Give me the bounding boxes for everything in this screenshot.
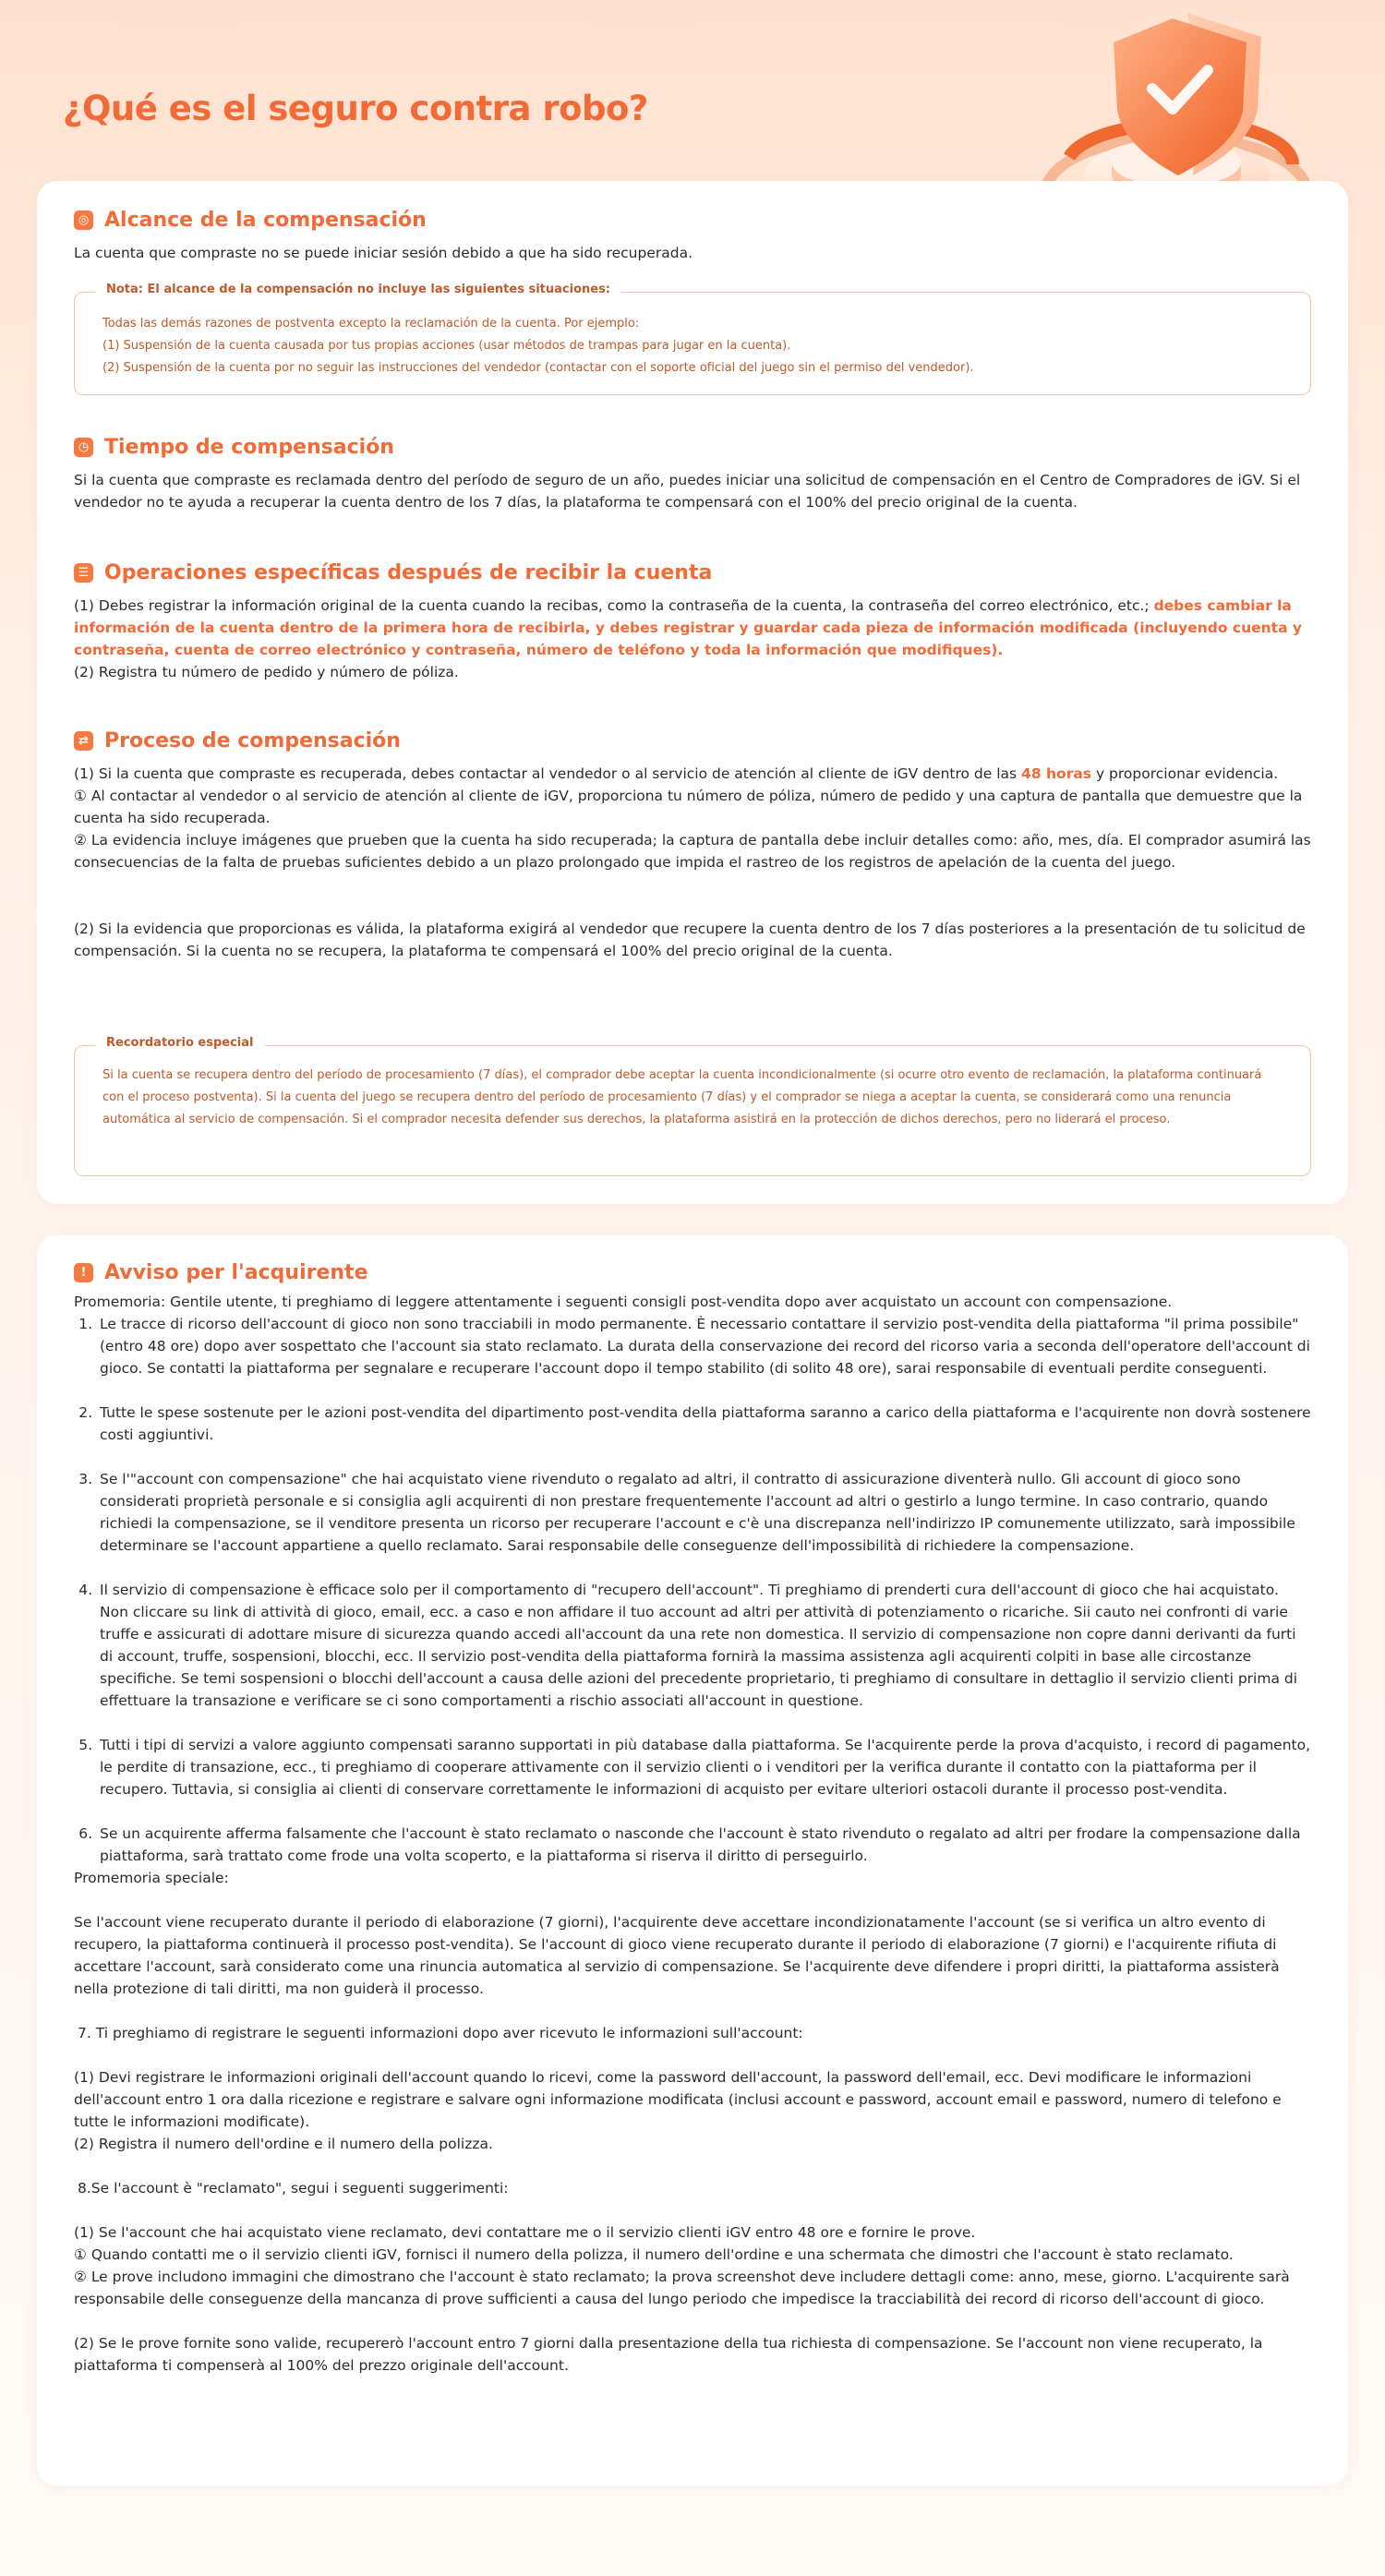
advice-section	[74, 1258, 1311, 2377]
insurance-info-card	[37, 181, 1348, 1204]
process-step-2: (2) Si la evidencia que proporcionas es válida, la plataforma exigirá al vendedor que recupere la cuenta dentro de los 7 días posteriores a la presentación de tu solicitud de compensación. Si la cuenta no se recupera, la plataforma te compensará el 100% del precio original de la cuenta.	[74, 921, 1306, 959]
advice-item-7-step-1: (1) Devi registrare le informazioni originali dell'account quando lo ricevi, come la password dell'account, la password dell'email, ecc. Devi modificare le informazioni dell'account entro 1 ora dalla ricezione e registrare e salvare ogni informazione modificata (inclusi account e password, account email e password, numero di telefono e tutte le informazioni modificate).	[74, 2069, 1282, 2130]
buyer-advice-card	[37, 1235, 1348, 2486]
advice-item	[74, 1823, 1311, 1867]
advice-item-number: 6.	[78, 1825, 92, 1842]
operations-step-2: (2) Registra tu número de pedido y número de póliza.	[74, 664, 459, 680]
operations-step-1-highlight: debes cambiar la información de la cuenta dentro de la primera hora de recibirla, y debes registrar y guardar cada pieza de información modificada (incluyendo cuenta y contraseña, cuenta de correo electrónico y contraseña, número de teléfono y toda la información que modifiques).	[74, 597, 1303, 658]
time-title: Tiempo de compensación	[104, 435, 394, 459]
special-reminder-text: Se l'account viene recuperato durante il periodo di elaborazione (7 giorni), l'acquirente deve accettare incondizionatamente l'account (se si verifica un altro evento di recupero, la piattaforma continuerà il processo post-vendita). Se l'account di gioco viene recuperato durante il periodo di elaborazione (7 giorni) e l'acquirente rifiuta di accettare l'account, sarà considerato come una rinuncia automatica al servizio di compensazione. Se l'acquirente deve difendere i propri diritti, la piattaforma assisterà nella protezione di tali diritti, ma non guiderà il processo.	[74, 1914, 1280, 1997]
coverage-note-line: (1) Suspensión de la cuenta causada por tus propias acciones (usar métodos de trampas para jugar en la cuenta).	[102, 339, 791, 353]
advice-item-text: Tutte le spese sostenute per le azioni post-vendita del dipartimento post-vendita della piattaforma saranno a carico della piattaforma e l'acquirente non dovrà sostenere costi aggiuntivi.	[100, 1404, 1311, 1443]
coverage-note-line: (2) Suspensión de la cuenta por no seguir las instrucciones del vendedor (contactar con el soporte oficial del juego sin el permiso del vendedor).	[102, 361, 974, 375]
coverage-text: La cuenta que compraste no se puede iniciar sesión debido a que ha sido recuperada.	[74, 245, 693, 261]
advice-item-number: 2.	[78, 1404, 92, 1421]
advice-item-text: Tutti i tipi di servizi a valore aggiunto compensati saranno supportati in più database dalla piattaforma. Se l'acquirente perde la prova d'acquisto, i record di pagamento, le perdite di transazione, ecc., ti preghiamo di cooperare attivamente con il servizio clienti o i venditori per la verifica durante il contatto con la piattaforma per il recupero. Tuttavia, si consiglia ai clienti di conservare correttamente le informazioni di acquisto per evitare ulteriori ostacoli durante il processo post-vendita.	[100, 1737, 1311, 1798]
advice-title: Avviso per l'acquirente	[104, 1260, 368, 1284]
reminder-text: Si la cuenta se recupera dentro del período de procesamiento (7 días), el comprador debe aceptar la cuenta incondicionalmente (si ocurre otro evento de reclamación, la plataforma continuará con el proceso postventa). Si la cuenta del juego se recupera dentro del período de procesamiento (7 días) y el comprador se niega a aceptar la cuenta, se considerará como una renuncia automática al servicio de compensación. Si el comprador necesita defender sus derechos, la plataforma asistirá en la protección de dichos derechos, pero no liderará el proceso.	[102, 1068, 1262, 1126]
coverage-note-line: Todas las demás razones de postventa excepto la reclamación de la cuenta. Por ejemplo:	[102, 317, 640, 331]
time-section	[74, 432, 1311, 513]
coverage-note-box	[74, 283, 1311, 395]
advice-item-8-step-1: (1) Se l'account che hai acquistato viene reclamato, devi contattare me o il servizio clienti iGV entro 48 ore e fornire le prove.	[74, 2224, 976, 2241]
advice-item-8-step-1-b: ② Le prove includono immagini che dimostrano che l'account è stato reclamato; la prova screenshot deve includere dettagli come: anno, mese, giorno. L'acquirente sarà responsabile delle conseguenze della mancanza di prove sufficienti a causa del lungo periodo che impedisce la tracciabilità dei record di ricorso dell'account di gioco.	[74, 2269, 1290, 2307]
process-icon: ⇄	[74, 731, 93, 751]
advice-item	[74, 1468, 1311, 1557]
advice-item	[74, 1734, 1311, 1800]
advice-item-number: 1.	[78, 1316, 92, 1332]
advice-item	[74, 1313, 1311, 1379]
advice-item-number: 4.	[78, 1582, 92, 1598]
advice-item-number: 5.	[78, 1737, 92, 1753]
process-step-1-b: ② La evidencia incluye imágenes que prueben que la cuenta ha sido recuperada; la captura de pantalla debe incluir detalles como: año, mes, día. El comprador asumirá las consecuencias de la falta de pruebas suficientes debido a un plazo prolongado que impida el rastreo de los registros de apelación de la cuenta del juego.	[74, 832, 1311, 871]
special-reminder-label: Promemoria speciale:	[74, 1870, 229, 1886]
advice-intro: Promemoria: Gentile utente, ti preghiamo di leggere attentamente i seguenti consigli post-vendita dopo aver acquistato un account con compensazione.	[74, 1294, 1173, 1310]
reminder-box	[74, 1036, 1311, 1176]
info-icon: !	[74, 1263, 93, 1282]
advice-item	[74, 1402, 1311, 1446]
advice-item	[74, 1579, 1311, 1712]
clock-icon: ◷	[74, 438, 93, 457]
coverage-note-label: Nota: El alcance de la compensación no incluye las siguientes situaciones:	[95, 283, 621, 296]
reminder-label: Recordatorio especial	[95, 1036, 265, 1050]
advice-item-number: 3.	[78, 1471, 92, 1487]
process-step-1-text-end: y proporcionar evidencia.	[1091, 765, 1279, 782]
operations-title: Operaciones específicas después de recibir la cuenta	[104, 560, 713, 584]
advice-item-text: Se un acquirente afferma falsamente che l'account è stato reclamato o nasconde che l'account è stato rivenduto o regalato ad altri per frodare la compensazione dalla piattaforma, sarà trattato come frode una volta scoperto, e la piattaforma si riserva il diritto di perseguirlo.	[100, 1825, 1301, 1864]
operations-step-1	[74, 595, 1311, 661]
coverage-icon: ◎	[74, 211, 93, 230]
page-title: ¿Qué es el seguro contra robo?	[63, 89, 648, 128]
process-title: Proceso de compensación	[104, 728, 401, 752]
coverage-title: Alcance de la compensación	[104, 208, 427, 232]
time-text: Si la cuenta que compraste es reclamada dentro del período de seguro de un año, puedes iniciar una solicitud de compensación en el Centro de Compradores de iGV. Si el vendedor no te ayuda a recuperar la cuenta dentro de los 7 días, la plataforma te compensará con el 100% del precio original de la cuenta.	[74, 472, 1301, 511]
advice-item-8-step-2: (2) Se le prove fornite sono valide, recupererò l'account entro 7 giorni dalla presentazione della tua richiesta di compensazione. Se l'account non viene recuperato, la piattaforma ti compenserà al 100% del prezzo originale dell'account.	[74, 2335, 1263, 2374]
advice-item-8-step-1-a: ① Quando contatti me o il servizio clienti iGV, fornisci il numero della polizza, il numero dell'ordine e una schermata che dimostri che l'account è stato reclamato.	[74, 2246, 1234, 2263]
process-section	[74, 726, 1311, 962]
advice-item-7: 7. Ti preghiamo di registrare le seguenti informazioni dopo aver ricevuto le informazioni sull'account:	[78, 2025, 803, 2041]
process-step-1-a: ① Al contactar al vendedor o al servicio de atención al cliente de iGV, proporciona tu número de póliza, número de pedido y una captura de pantalla que demuestre que la cuenta ha sido recuperada.	[74, 788, 1303, 826]
process-deadline-highlight: 48 horas	[1021, 765, 1092, 782]
advice-item-7-step-2: (2) Registra il numero dell'ordine e il numero della polizza.	[74, 2136, 493, 2152]
advice-item-text: Le tracce di ricorso dell'account di gioco non sono tracciabili in modo permanente. È necessario contattare il servizio post-vendita della piattaforma "il prima possibile" (entro 48 ore) dopo aver sospettato che l'account sia stato reclamato. La durata della conservazione dei record del ricorso varia a seconda dell'operatore dell'account di gioco. Se contatti la piattaforma per segnalare e recuperare l'account dopo il tempo stabilito (di solito 48 ore), sarai responsabile di eventuali perdite conseguenti.	[100, 1316, 1310, 1377]
list-icon: ☰	[74, 563, 93, 583]
coverage-section	[74, 205, 1311, 264]
advice-list	[74, 1313, 1311, 1867]
operations-section	[74, 558, 1311, 683]
advice-item-text: Il servizio di compensazione è efficace solo per il comportamento di "recupero dell'account". Ti preghiamo di prenderti cura dell'account di gioco che hai acquistato. Non cliccare su link di attività di gioco, email, ecc. a caso e non affidare il tuo account ad altri per attività di potenziamento o ricariche. Sii cauto nei confronti di varie truffe e assicurati di adottare misure di sicurezza quando accedi all'account da una rete non domestica. Il servizio di compensazione non copre danni derivanti da furti di account, truffe, sospensioni, blocchi, ecc. Il servizio post-vendita della piattaforma fornirà la massima assistenza agli acquirenti colpiti in base alle circostanze specifiche. Se temi sospensioni o blocchi dell'account a causa delle azioni del precedente proprietario, ti preghiamo di consultare in dettaglio il servizio clienti prima di effettuare la transazione e verificare se ci sono comportamenti a rischio associati all'account in questione.	[100, 1582, 1298, 1709]
advice-item-8: 8.Se l'account è "reclamato", segui i seguenti suggerimenti:	[78, 2180, 509, 2197]
operations-step-1-text: (1) Debes registrar la información original de la cuenta cuando la recibas, como la contraseña de la cuenta, la contraseña del correo electrónico, etc.;	[74, 597, 1154, 614]
advice-item-text: Se l'"account con compensazione" che hai acquistato viene rivenduto o regalato ad altri, il contratto di assicurazione diventerà nullo. Gli account di gioco sono considerati proprietà personale e si consiglia agli acquirenti di non prestare frequentemente l'account ad altri o gestirlo a lungo termine. In caso contrario, quando richiedi la compensazione, se il venditore presenta un ricorso per recuperare l'account e c'è una discrepanza nell'indirizzo IP comunemente utilizzato, sarà impossibile determinare se l'account appartiene a quello reclamato. Sarai responsabile delle conseguenze dell'impossibilità di richiedere la compensazione.	[100, 1471, 1295, 1554]
process-step-1-text: (1) Si la cuenta que compraste es recuperada, debes contactar al vendedor o al servicio de atención al cliente de iGV dentro de las	[74, 765, 1022, 782]
process-step-1	[74, 763, 1311, 785]
